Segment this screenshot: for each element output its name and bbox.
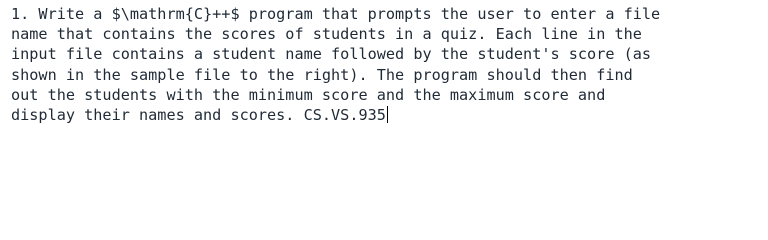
text-cursor [387,106,388,123]
question-line-1: 1. Write a $\mathrm{C}++$ program that prompts the user to enter a file [11,5,661,23]
question-text [11,4,759,125]
question-line-4: shown in the sample file to the right). The program should then find [11,65,633,84]
question-line-6: display their names and scores. CS.VS.935 [11,105,386,124]
question-line-6-wrap [11,105,759,125]
question-line-3: input file contains a student name followed by the student's score (as [11,45,652,64]
question-line-5: out the students with the minimum score and the maximum score and [11,85,606,104]
question-line-2: name that contains the scores of students in a quiz. Each line in the [11,25,642,44]
